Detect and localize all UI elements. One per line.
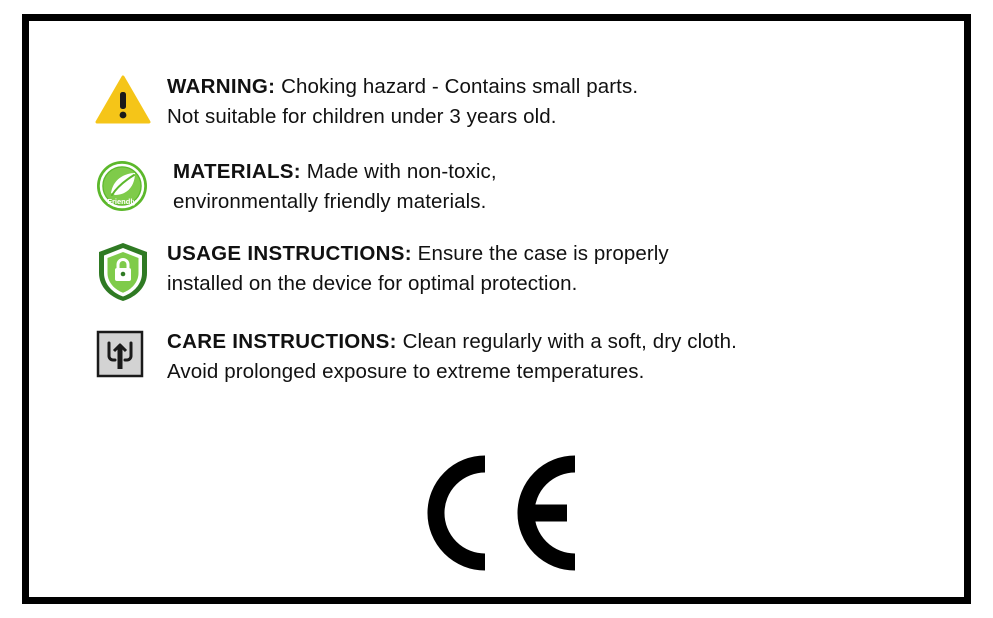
warning-triangle-icon <box>95 72 167 126</box>
eco-friendly-leaf-icon <box>95 157 167 213</box>
notice-heading-usage: USAGE INSTRUCTIONS: <box>167 241 412 265</box>
handle-with-care-icon <box>95 327 167 379</box>
notice-row-care <box>95 327 915 386</box>
notice-heading-warning: WARNING: <box>167 75 276 98</box>
notice-body-care: Clean regularly with a soft, dry cloth. <box>402 329 737 353</box>
notice-text-materials <box>167 157 915 216</box>
notice-row-materials <box>95 157 915 216</box>
notice-body2-usage: installed on the device for optimal protection. <box>167 271 578 295</box>
notice-heading-care: CARE INSTRUCTIONS: <box>167 329 397 353</box>
notice-heading-materials: MATERIALS: <box>173 160 301 184</box>
notice-row-usage <box>95 239 915 303</box>
notices-list <box>95 72 915 404</box>
notice-body-materials: Made with non-toxic, <box>306 160 497 184</box>
notice-body-usage: Ensure the case is properly <box>417 241 669 265</box>
notice-body2-warning: Not suitable for children under 3 years old. <box>167 104 557 128</box>
eco-icon-caption: Friendly <box>107 197 137 207</box>
shield-protection-icon <box>95 239 167 303</box>
notice-body2-materials: environmentally friendly materials. <box>173 190 487 214</box>
notice-text-usage <box>167 239 915 298</box>
notice-text-care <box>167 327 915 386</box>
notice-body2-care: Avoid prolonged exposure to extreme temperatures. <box>167 359 645 383</box>
notice-row-warning <box>95 72 915 131</box>
notice-text-warning <box>167 72 915 131</box>
notice-body-warning: Choking hazard - Contains small parts. <box>281 75 639 98</box>
ce-marking <box>0 452 993 574</box>
